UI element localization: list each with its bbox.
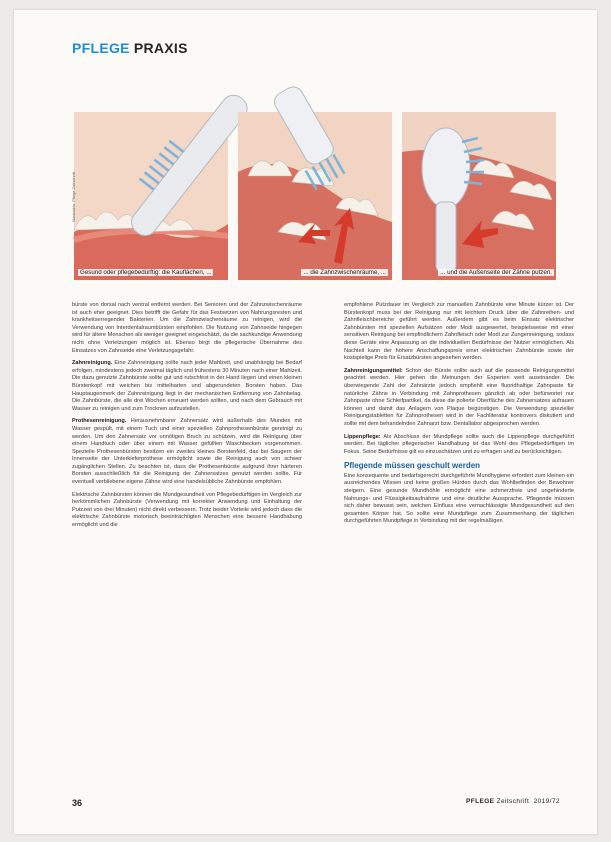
paragraph-lead: Prothesenreinigung. (72, 418, 127, 425)
right-column (344, 302, 574, 531)
caption-1: Gesund oder pflegebedürftig: die Kauflächen, ... (80, 268, 212, 276)
paragraph-lead: Zahnreinigungsmittel: (344, 367, 403, 374)
illustration-strip (71, 112, 556, 280)
issue-number: 2019/72 (533, 798, 560, 805)
magazine-name-b: Zeitschrift (496, 798, 530, 805)
paragraph-text: Eine Zahnreinigung sollte nach jeder Mahlzeit, und unabhängig bei Bedarf erfolgen, mindestens jedoch zweimal täglich und frühestens 30 Minuten nach einer Mahlzeit. Die dazu genutzte Zahnbürste sollte gut und rutschfest in der Hand liegen und einen kleinen Bürstenkopf mit weichen bis mittelharten und abgerundeten Borsten haben. Das Hauptaugenmerk der Zahnreinigung liegt in der mechanischen Entfernung von Zahnbelag. Die Zahnbürste, die alle drei Wochen erneuert werden sollten, und nach dem Gebrauch mit Wasser zu reinigen und zum Trocknen aufzustellen. (72, 360, 302, 412)
paragraph-text: Herausnehmbarer Zahnersatz wird außerhalb des Mundes mit Wasser gespült, mit einem Tuch und einer speziellen Zahnprothesenbürste gereinigt zu werden. Um den Zahnersatz vor unnötigen Bruch zu schützen, wird die Reinigung über einem Handtuch oder über einem mit Wasser gefüllten Waschbecken vorgenommen. Spezielle Prothesenbürsten besitzen ein zweites kleines Borstenfeld, das bei Saugern der Innenseite der Unterkieferprothese ermöglicht sowie die Reinigung auch von schwer zugänglichen Stellen. Zu beachten ist, dass die Prothesenbürste aufgrund ihrer härteren Borsten ausschließlich für die Reinigung der Zahnersatzes genutzt werden sollte. Für eventuell verbliebene eigene Zähne wird eine handelsübliche Zahnbürste empfohlen. (72, 418, 302, 486)
illustration-interdental (238, 112, 392, 280)
section-title-pflege: PFLEGE (72, 40, 130, 56)
paragraph (344, 434, 574, 457)
paragraph (344, 473, 574, 526)
caption-3: ... und die Außenseite der Zähne putzen. (440, 268, 552, 276)
paragraph-text: Schon der Bürste sollte auch auf die passende Reinigungsmittel geachtet werden. Hier gehen die Meinungen der Experten weit auseinander. Die überwiegende Zahl der Zahnärzte jedoch empfiehlt eine fluoridhaltige Zahnpaste für natürliche Zähne in Verbindung mit Zahnprothesen gänzlich ab oder befürwortet nur Zahnpaste ohne Schleifpartikel, da diese die polierte Oberfläche des Zahnersatzes aufrauen können und damit das Anlagern von Plaque begünstigen. Die Verwendung spezieller Reinigungstabletten für Zahnprothesen wird in der Fachliteratur kontrovers diskutiert und sollte mit dem behandelnden Zahnarzt bzw. Dentallabor abgesprochen werden. (344, 367, 574, 427)
paragraph (72, 302, 302, 355)
paragraph-text: Eine konsequente und bedarfsgerecht durchgeführte Mundhygiene erfordert zum kleinen ein ausreichendes Wissen und keine großen Hürden durch das Wohlbefinden der Bewohner steigern. Eine gesunde Mundhöhle ermöglicht eine schmerzfreie und ungehinderte Nahrungs- und Flüssigkeitsaufnahme und eine deutliche Aussprache. Pflegende müssen sich daher bewusst sein, welchen Einfluss eine vernachlässigte Mundgesundheit auf den gesamten Körper hat. So sollte eine Mundpflege zum Zusammenhang der täglichen durchgeführten Mundpflege in Verbindung mit der regelmäßigen (344, 472, 574, 525)
caption-2: ... die Zahnzwischenräume, ... (303, 268, 386, 276)
section-title-praxis: PRAXIS (133, 40, 188, 56)
illustration-chewing-surfaces (71, 112, 228, 280)
paragraph (344, 368, 574, 429)
paragraph-text: bürste von dorsal nach ventral entfernt werden. Bei Senioren und der Zahnzwischenräume ist auch eher geeignet. Dies betrifft die Gefahr für das Festsetzen von Nahrungsresten und krankheitserregender Bakterien. Um die Zahnzwischenräume zu reinigen, wird die Verwendung von Interdentalraumbürsten empfohlen. Die Nutzung von Zahnseide hingegen wird für ältere Menschen als weniger geeignet eingeschätzt, da die sachkundige Anwendung nicht ohne Verletzungen möglich ist. Ebenso birgt die pflegerische Übernahme des Einsatzes von Zahnseide eine Verletzungsgefahr. (72, 302, 302, 354)
paragraph-text: empfohlene Putzdauer im Vergleich zur manuellen Zahnbürste eine Minute kürzer ist. Der Bürstenkopf muss bei der Reinigung nur mit leichtem Druck über die Zahnreihen- und Zahnfleischbereiche geführt werden. Außerdem gibt es beim Einsatz elektrischer Zahnbürsten mit speziellen Aufsätzen oder Modi ausgewertet, beispielsweise mit einer sensitiven Reinigung bei empfindlichem Zahnfleisch oder Modi zur Zungenreinigung, sodass diese Geräte eine Anpassung an die individuellen Bedürfnisse der Nutzer ermöglichen. Als Nachteil kann der höhere Anschaffungspreis einer elektrischen Zahnbürste sowie der kostspielige Preis für Ersatzbürsten angesehen werden. (344, 302, 574, 362)
magazine-name: PFLEGE (466, 798, 495, 805)
paragraph (344, 302, 574, 363)
paragraph-text: Elektrische Zahnbürsten können die Mundgesundheit von Pflegebedürftigen im Vergleich zur herkömmlichen Zahnbürste (Verwendung mit korrekter Anwendung und Einhaltung der Putzzeit von drei Minuten) nicht direkt verbessern. Trotz beider Vorteile wird jedoch dass die elektrische Zahnbürste motorisch beeinträchtigten Menschen eine bessere Handhabung ermöglicht und die (72, 491, 302, 529)
illustration-credit: Illustration: Pflege Zeitschrift (71, 172, 76, 223)
paragraph (72, 360, 302, 413)
paragraph (72, 418, 302, 486)
section-header (72, 40, 188, 56)
magazine-page (14, 10, 597, 834)
left-column (72, 302, 302, 535)
magazine-footer (466, 798, 560, 805)
paragraph-lead: Lippenpflege: (344, 433, 381, 440)
subheading: Pflegende müssen geschult werden (344, 461, 481, 471)
page-number: 36 (72, 798, 83, 808)
paragraph-lead: Zahnreinigung. (72, 360, 113, 367)
paragraph-text: Als Abschluss der Mundpflege sollte auch die Lippenpflege durchgeführt werden. Bei täglicher pflegerischer Handhabung ist das Wohl des Pflegebedürftigen im Fokus. Seine Bedürfnisse gilt es einzuschätzen und zu erfragen und zu berücksichtigen. (344, 433, 575, 455)
illustration-outer-surfaces (402, 112, 556, 280)
paragraph (72, 492, 302, 530)
